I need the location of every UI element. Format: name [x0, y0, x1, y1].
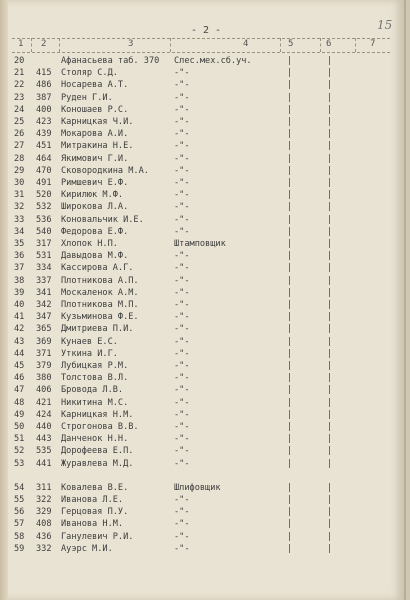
- column-6-mark: |: [328, 446, 332, 457]
- column-6-mark: |: [328, 202, 332, 213]
- table-header: [0, 38, 404, 52]
- table-row: [0, 483, 404, 495]
- tab-number: 470: [36, 165, 52, 176]
- column-5-mark: |: [288, 300, 292, 310]
- employee-name: Кассирова А.Г.: [61, 263, 134, 274]
- column-5-mark: |: [288, 543, 292, 554]
- row-index: 53: [14, 458, 25, 469]
- row-index: 57: [14, 519, 25, 530]
- table-row: [0, 385, 404, 397]
- column-5-mark: |: [288, 190, 292, 201]
- position: -"-: [174, 104, 190, 115]
- table-row: [0, 434, 404, 446]
- tab-number: 536: [36, 214, 52, 225]
- column-5-mark: |: [288, 239, 292, 249]
- column-6-mark: |: [328, 153, 332, 164]
- column-5-mark: |: [288, 495, 292, 505]
- row-index: 50: [14, 422, 25, 432]
- table-row: [0, 129, 404, 141]
- column-header-7: 7: [370, 39, 376, 49]
- table-row: [0, 507, 404, 519]
- column-header-2: 2: [41, 39, 47, 49]
- row-index: 23: [14, 92, 25, 103]
- column-5-mark: |: [288, 92, 292, 103]
- column-6-mark: |: [328, 507, 332, 518]
- position: -"-: [174, 178, 190, 188]
- row-index: 47: [14, 385, 25, 396]
- column-5-mark: |: [288, 397, 292, 408]
- column-5-mark: |: [288, 361, 292, 371]
- row-index: 34: [14, 226, 25, 237]
- column-5-mark: |: [288, 385, 292, 396]
- tab-number: 464: [36, 153, 52, 164]
- row-index: 32: [14, 202, 25, 213]
- column-5-mark: |: [288, 251, 292, 262]
- row-index: 33: [14, 214, 25, 225]
- row-index: 40: [14, 300, 25, 310]
- employee-name: Хлопок Н.П.: [61, 239, 118, 249]
- employee-name: Толстова В.Л.: [61, 373, 129, 384]
- row-index: 25: [14, 117, 25, 127]
- position: -"-: [174, 531, 190, 542]
- table-row: [0, 410, 404, 422]
- position: -"-: [174, 141, 190, 152]
- column-5-mark: |: [288, 275, 292, 286]
- table-row: [0, 117, 404, 129]
- row-index: 48: [14, 397, 25, 408]
- column-6-mark: |: [328, 287, 332, 298]
- employee-name: Коношаев Р.С.: [61, 104, 129, 115]
- position: -"-: [174, 300, 190, 310]
- column-header-1: 1: [18, 39, 24, 49]
- column-5-mark: |: [288, 348, 292, 359]
- row-index: 30: [14, 178, 25, 188]
- column-5-mark: |: [288, 202, 292, 213]
- table-row: [0, 519, 404, 531]
- tab-number: 380: [36, 373, 52, 384]
- column-5-mark: |: [288, 178, 292, 188]
- table-row: [0, 495, 404, 507]
- table-row: [0, 263, 404, 275]
- tab-number: 424: [36, 409, 52, 420]
- column-header-6: 6: [326, 39, 332, 49]
- employee-name: Давыдова М.Ф.: [61, 251, 129, 262]
- column-5-mark: |: [288, 482, 292, 493]
- tab-number: 439: [36, 129, 52, 140]
- column-5-mark: |: [288, 117, 292, 127]
- table-row: [0, 251, 404, 263]
- column-5-mark: |: [288, 226, 292, 237]
- corner-handwritten-mark: 15: [377, 18, 393, 32]
- column-6-mark: |: [328, 495, 332, 505]
- row-index: 31: [14, 190, 25, 201]
- column-6-mark: |: [328, 239, 332, 249]
- row-index: 21: [14, 68, 25, 79]
- table-row: [0, 154, 404, 166]
- column-5-mark: |: [288, 458, 292, 469]
- column-5-mark: |: [288, 434, 292, 445]
- position: Слес.мех.сб.уч.: [174, 56, 252, 66]
- tab-number: 531: [36, 251, 52, 262]
- employee-name: Ганулевич Р.И.: [61, 531, 134, 542]
- table-row: [0, 288, 404, 300]
- column-5-mark: |: [288, 373, 292, 384]
- page-number: - 2 -: [190, 25, 222, 36]
- tab-number: 322: [36, 495, 52, 505]
- row-index: 37: [14, 263, 25, 274]
- employee-name: Иванова Н.М.: [61, 519, 124, 530]
- row-index: 39: [14, 287, 25, 298]
- tab-number: 451: [36, 141, 52, 152]
- employee-name: Столяр С.Д.: [61, 68, 118, 79]
- tab-number: 371: [36, 348, 52, 359]
- column-6-mark: |: [328, 251, 332, 262]
- position: -"-: [174, 373, 190, 384]
- column-6-mark: |: [328, 531, 332, 542]
- position: -"-: [174, 446, 190, 457]
- tab-number: 379: [36, 361, 52, 371]
- position: -"-: [174, 361, 190, 371]
- column-6-mark: |: [328, 348, 332, 359]
- employee-name: Якимович Г.И.: [61, 153, 129, 164]
- position: -"-: [174, 397, 190, 408]
- row-index: 55: [14, 495, 25, 505]
- column-6-mark: |: [328, 482, 332, 493]
- position: -"-: [174, 434, 190, 445]
- employee-name: Носарева А.Т.: [61, 80, 129, 91]
- tab-number: 317: [36, 239, 52, 249]
- position: -"-: [174, 422, 190, 432]
- position: -"-: [174, 336, 190, 347]
- row-index: 49: [14, 409, 25, 420]
- table-row: [0, 215, 404, 227]
- table-row: [0, 178, 404, 190]
- tab-number: 441: [36, 458, 52, 469]
- column-5-mark: |: [288, 531, 292, 542]
- row-index: 42: [14, 324, 25, 335]
- column-6-mark: |: [328, 336, 332, 347]
- position: -"-: [174, 80, 190, 91]
- employee-name: Герцовая П.У.: [61, 507, 129, 518]
- tab-number: 415: [36, 68, 52, 79]
- tab-number: 436: [36, 531, 52, 542]
- position: -"-: [174, 495, 190, 505]
- tab-number: 334: [36, 263, 52, 274]
- row-index: 27: [14, 141, 25, 152]
- tab-number: 540: [36, 226, 52, 237]
- employee-name: Москаленок А.М.: [61, 287, 139, 298]
- column-5-mark: |: [288, 104, 292, 115]
- column-5-mark: |: [288, 507, 292, 518]
- column-6-mark: |: [328, 104, 332, 115]
- column-6-mark: |: [328, 324, 332, 335]
- column-5-mark: |: [288, 141, 292, 152]
- row-index: 41: [14, 312, 25, 323]
- column-header-3: 3: [128, 39, 134, 49]
- employee-name: Коновальчик И.Е.: [61, 214, 144, 225]
- column-6-mark: |: [328, 519, 332, 530]
- tab-number: 443: [36, 434, 52, 445]
- position: -"-: [174, 165, 190, 176]
- column-6-mark: |: [328, 434, 332, 445]
- table-row: [0, 239, 404, 251]
- column-6-mark: |: [328, 117, 332, 127]
- tab-number: 491: [36, 178, 52, 188]
- column-5-mark: |: [288, 129, 292, 140]
- column-6-mark: |: [328, 226, 332, 237]
- position: -"-: [174, 324, 190, 335]
- tab-number: 337: [36, 275, 52, 286]
- table-row: [0, 68, 404, 80]
- tab-number: 387: [36, 92, 52, 103]
- tab-number: 406: [36, 385, 52, 396]
- employee-name: Кузьминова Ф.Е.: [61, 312, 139, 323]
- position: -"-: [174, 190, 190, 201]
- table-row: [0, 190, 404, 202]
- column-5-mark: |: [288, 153, 292, 164]
- row-index: 46: [14, 373, 25, 384]
- column-6-mark: |: [328, 178, 332, 188]
- row-index: 22: [14, 80, 25, 91]
- table-row: [0, 80, 404, 92]
- table-row: [0, 105, 404, 117]
- position: -"-: [174, 385, 190, 396]
- employee-name: Журавлева М.Д.: [61, 458, 134, 469]
- position: -"-: [174, 458, 190, 469]
- employee-name: Кунаев Е.С.: [61, 336, 118, 347]
- employee-name: Римшевич Е.Ф.: [61, 178, 129, 188]
- table-row: [0, 141, 404, 153]
- tab-number: 535: [36, 446, 52, 457]
- column-5-mark: |: [288, 446, 292, 457]
- tab-number: 440: [36, 422, 52, 432]
- column-6-mark: |: [328, 312, 332, 323]
- employee-name: Плотникова М.П.: [61, 300, 139, 310]
- position: -"-: [174, 92, 190, 103]
- employee-name: Федорова Е.Ф.: [61, 226, 129, 237]
- position: -"-: [174, 287, 190, 298]
- position: -"-: [174, 543, 190, 554]
- position: -"-: [174, 251, 190, 262]
- row-index: 56: [14, 507, 25, 518]
- employee-name: Руден Г.И.: [61, 92, 113, 103]
- position: -"-: [174, 226, 190, 237]
- position: -"-: [174, 68, 190, 79]
- column-5-mark: |: [288, 312, 292, 323]
- row-index: 45: [14, 361, 25, 371]
- column-5-mark: |: [288, 519, 292, 530]
- column-6-mark: |: [328, 92, 332, 103]
- position: -"-: [174, 129, 190, 140]
- tab-number: 341: [36, 287, 52, 298]
- table-row: [0, 361, 404, 373]
- column-6-mark: |: [328, 543, 332, 554]
- tab-number: 520: [36, 190, 52, 201]
- column-6-mark: |: [328, 422, 332, 432]
- employee-name: Строгонова В.В.: [61, 422, 139, 432]
- position: Шлифовщик: [174, 482, 221, 493]
- tab-number: 486: [36, 80, 52, 91]
- row-index: 28: [14, 153, 25, 164]
- table-row: [0, 398, 404, 410]
- employee-name: Карницкая Н.М.: [61, 409, 134, 420]
- column-6-mark: |: [328, 385, 332, 396]
- position: -"-: [174, 519, 190, 530]
- table-row: [0, 544, 404, 556]
- column-6-mark: |: [328, 141, 332, 152]
- column-6-mark: |: [328, 397, 332, 408]
- employee-name: Широкова Л.А.: [61, 202, 129, 213]
- table-row: [0, 300, 404, 312]
- column-6-mark: |: [328, 214, 332, 225]
- column-5-mark: |: [288, 263, 292, 274]
- column-5-mark: |: [288, 214, 292, 225]
- table-row: [0, 337, 404, 349]
- column-6-mark: |: [328, 361, 332, 371]
- column-6-mark: |: [328, 165, 332, 176]
- employee-name: Дмитриева П.И.: [61, 324, 134, 335]
- table-row: [0, 373, 404, 385]
- row-index: 59: [14, 543, 25, 554]
- column-6-mark: |: [328, 80, 332, 91]
- tab-number: 532: [36, 202, 52, 213]
- tab-number: 423: [36, 117, 52, 127]
- row-index: 43: [14, 336, 25, 347]
- tab-number: 311: [36, 482, 52, 493]
- position: -"-: [174, 117, 190, 127]
- table-row: [0, 227, 404, 239]
- column-5-mark: |: [288, 56, 292, 66]
- position: -"-: [174, 312, 190, 323]
- employee-name: Иванова Л.Е.: [61, 495, 124, 505]
- column-header-5: 5: [288, 39, 294, 49]
- row-index: 20: [14, 56, 25, 66]
- column-header-4: 4: [243, 39, 249, 49]
- column-6-mark: |: [328, 409, 332, 420]
- column-5-mark: |: [288, 287, 292, 298]
- employee-name: Мокарова А.И.: [61, 129, 129, 140]
- row-index: 35: [14, 239, 25, 249]
- row-index: 26: [14, 129, 25, 140]
- table-row: [0, 324, 404, 336]
- row-index: 51: [14, 434, 25, 445]
- column-6-mark: |: [328, 300, 332, 310]
- employee-name: Сковородкина М.А.: [61, 165, 149, 176]
- tab-number: 421: [36, 397, 52, 408]
- column-5-mark: |: [288, 80, 292, 91]
- employee-name: Афанасьева таб. 370: [61, 56, 160, 66]
- employee-name: Лубицкая Р.М.: [61, 361, 129, 371]
- position: Штамповщик: [174, 239, 226, 249]
- column-6-mark: |: [328, 275, 332, 286]
- table-row: [0, 312, 404, 324]
- table-row: [0, 532, 404, 544]
- employee-name: Бровода Л.В.: [61, 385, 124, 396]
- row-index: 54: [14, 482, 25, 493]
- employee-name: Кирилюк М.Ф.: [61, 190, 124, 201]
- tab-number: 329: [36, 507, 52, 518]
- row-index: 58: [14, 531, 25, 542]
- column-5-mark: |: [288, 324, 292, 335]
- tab-number: 400: [36, 104, 52, 115]
- position: -"-: [174, 507, 190, 518]
- employee-name: Ауэрс М.И.: [61, 543, 113, 554]
- column-6-mark: |: [328, 458, 332, 469]
- row-index: 36: [14, 251, 25, 262]
- tab-number: 408: [36, 519, 52, 530]
- table-row: [0, 166, 404, 178]
- column-5-mark: |: [288, 165, 292, 176]
- employee-name: Никитина М.С.: [61, 397, 129, 408]
- position: -"-: [174, 409, 190, 420]
- tab-number: 369: [36, 336, 52, 347]
- employee-name: Плотникова А.П.: [61, 275, 139, 286]
- tab-number: 342: [36, 300, 52, 310]
- row-index: 44: [14, 348, 25, 359]
- column-6-mark: |: [328, 263, 332, 274]
- header-bottom-line: [12, 52, 390, 53]
- column-6-mark: |: [328, 68, 332, 79]
- column-5-mark: |: [288, 336, 292, 347]
- employee-name: Ковалева В.Е.: [61, 482, 129, 493]
- table-row: [0, 422, 404, 434]
- table-row: [0, 202, 404, 214]
- tab-number: 365: [36, 324, 52, 335]
- position: -"-: [174, 202, 190, 213]
- column-6-mark: |: [328, 373, 332, 384]
- tab-number: 332: [36, 543, 52, 554]
- column-5-mark: |: [288, 409, 292, 420]
- row-index: 29: [14, 165, 25, 176]
- table-row: [0, 93, 404, 105]
- employee-name: Дорофеева Е.П.: [61, 446, 134, 457]
- column-6-mark: |: [328, 129, 332, 140]
- employee-name: Уткина И.Г.: [61, 348, 118, 359]
- position: -"-: [174, 348, 190, 359]
- employee-name: Карницкая Ч.И.: [61, 117, 134, 127]
- column-6-mark: |: [328, 190, 332, 201]
- column-5-mark: |: [288, 68, 292, 79]
- tab-number: 347: [36, 312, 52, 323]
- employee-name: Митракина Н.Е.: [61, 141, 134, 152]
- position: -"-: [174, 275, 190, 286]
- column-6-mark: |: [328, 56, 332, 66]
- table-row: [0, 56, 404, 68]
- employee-name: Данченок Н.Н.: [61, 434, 129, 445]
- table-row: [0, 446, 404, 458]
- table-row: [0, 276, 404, 288]
- column-5-mark: |: [288, 422, 292, 432]
- position: -"-: [174, 263, 190, 274]
- row-index: 24: [14, 104, 25, 115]
- row-index: 38: [14, 275, 25, 286]
- table-row: [0, 349, 404, 361]
- table-row: [0, 459, 404, 471]
- position: -"-: [174, 153, 190, 164]
- row-index: 52: [14, 446, 25, 457]
- position: -"-: [174, 214, 190, 225]
